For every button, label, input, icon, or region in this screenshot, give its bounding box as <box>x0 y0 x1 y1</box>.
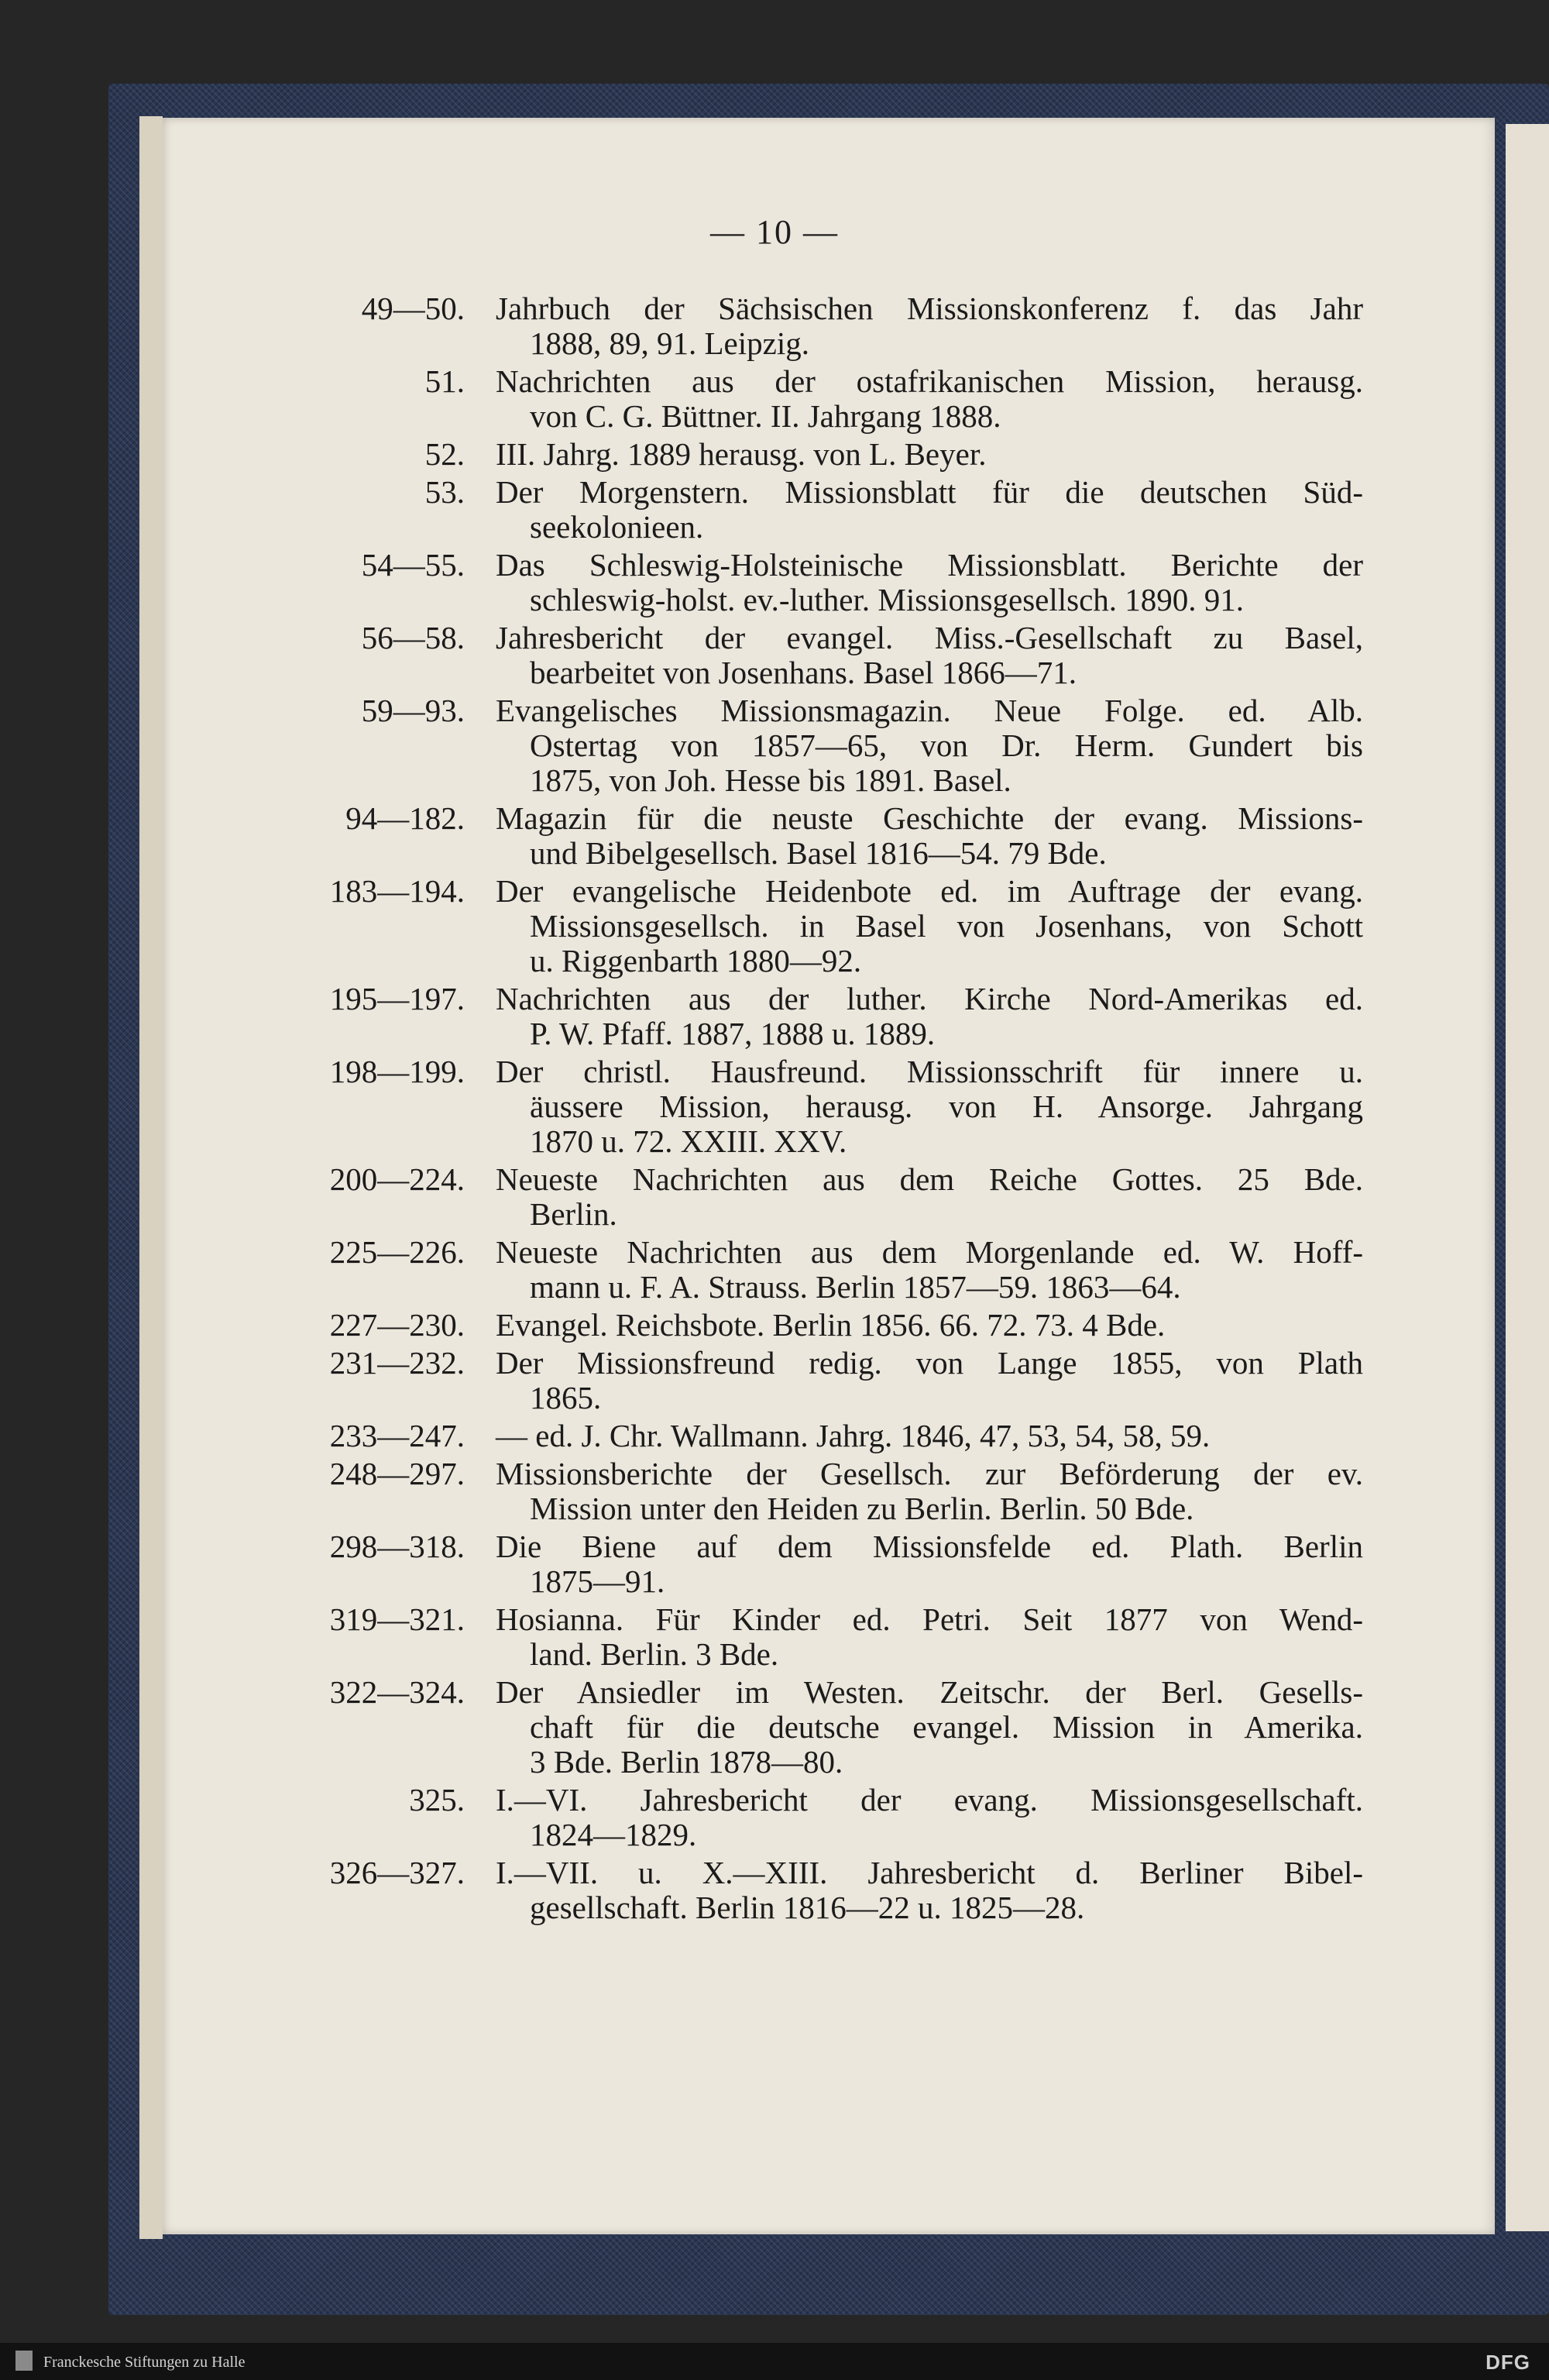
entry-line: 1865. <box>530 1380 602 1415</box>
catalog-entry <box>325 693 1363 798</box>
entry-text <box>496 291 1363 361</box>
dfg-logo: DFG <box>1485 2351 1530 2374</box>
entry-line: Hosianna. Für Kinder ed. Petri. Seit 1877 von Wend- <box>496 1601 1363 1637</box>
catalog-entry <box>325 1602 1363 1672</box>
entry-line: — ed. J. Chr. Wallmann. Jahrg. 1846, 47, 53, 54, 58, 59. <box>496 1418 1211 1453</box>
entry-text <box>496 1162 1363 1232</box>
entry-line: Evangel. Reichsbote. Berlin 1856. 66. 72. 73. 4 Bde. <box>496 1307 1166 1343</box>
entry-line: Missionsberichte der Gesellsch. zur Beförderung der ev. <box>496 1456 1363 1491</box>
entry-line: äussere Mission, herausg. von H. Ansorge. Jahrgang <box>530 1089 1363 1124</box>
entry-number: 322—324. <box>329 1674 465 1710</box>
entry-text <box>496 1054 1363 1159</box>
entry-text <box>496 1308 1363 1343</box>
entry-line: Jahresbericht der evangel. Miss.-Gesellschaft zu Basel, <box>496 620 1363 655</box>
catalog-entry <box>325 1308 1363 1343</box>
entry-text <box>496 693 1363 798</box>
entry-line: Das Schleswig-Holsteinische Missionsblatt. Berichte der <box>496 547 1363 583</box>
entry-line: bearbeitet von Josenhans. Basel 1866—71. <box>530 655 1077 690</box>
entry-number: 56—58. <box>361 620 465 655</box>
catalog-entry <box>325 437 1363 472</box>
catalog-entry <box>325 874 1363 978</box>
entry-line: von C. G. Büttner. II. Jahrgang 1888. <box>530 398 1001 434</box>
entry-number: 200—224. <box>329 1161 465 1197</box>
catalog-entry <box>325 364 1363 434</box>
entry-number: 183—194. <box>329 873 465 909</box>
entry-number: 231—232. <box>329 1345 465 1381</box>
entry-number: 233—247. <box>329 1418 465 1453</box>
entry-line: Evangelisches Missionsmagazin. Neue Folge. ed. Alb. <box>496 693 1363 728</box>
entry-line: und Bibelgesellsch. Basel 1816—54. 79 Bde. <box>530 835 1107 871</box>
entry-line: 1870 u. 72. XXIII. XXV. <box>530 1123 847 1159</box>
entry-line: Der Morgenstern. Missionsblatt für die deutschen Süd- <box>496 474 1363 510</box>
entry-line: Magazin für die neuste Geschichte der evang. Missions- <box>496 800 1363 836</box>
institution-logo-icon <box>15 2351 33 2371</box>
entry-line: Neueste Nachrichten aus dem Morgenlande ed. W. Hoff- <box>496 1234 1363 1270</box>
catalog-entry <box>325 291 1363 361</box>
entry-text <box>496 437 1363 472</box>
entry-number: 225—226. <box>329 1234 465 1270</box>
entry-line: I.—VII. u. X.—XIII. Jahresbericht d. Berliner Bibel- <box>496 1855 1363 1890</box>
catalog-entry <box>325 1856 1363 1925</box>
entry-text <box>496 1783 1363 1852</box>
catalog-entry <box>325 801 1363 871</box>
entry-text <box>496 1457 1363 1526</box>
catalog-entry <box>325 1529 1363 1599</box>
entry-text <box>496 801 1363 871</box>
entry-text <box>496 982 1363 1051</box>
entry-number: 195—197. <box>329 981 465 1016</box>
entry-line: III. Jahrg. 1889 herausg. von L. Beyer. <box>496 436 987 472</box>
entry-number: 51. <box>424 363 465 399</box>
entry-line: chaft für die deutsche evangel. Mission in Amerika. <box>530 1709 1363 1745</box>
entry-line: Berlin. <box>530 1196 617 1232</box>
catalog-entry <box>325 1419 1363 1453</box>
footer-institution-label: Franckesche Stiftungen zu Halle <box>43 2354 246 2371</box>
entry-number: 298—318. <box>329 1529 465 1564</box>
entry-line: Missionsgesellsch. in Basel von Josenhans, von Schott <box>530 908 1363 944</box>
catalog-entry <box>325 1457 1363 1526</box>
catalog-entry <box>325 475 1363 545</box>
entry-line: Nachrichten aus der luther. Kirche Nord-Amerikas ed. <box>496 981 1363 1016</box>
entry-line: 1875—91. <box>530 1563 665 1599</box>
entry-number: 227—230. <box>329 1307 465 1343</box>
entry-number: 52. <box>424 436 465 472</box>
entry-text <box>496 1419 1363 1453</box>
catalog-entry <box>325 1235 1363 1305</box>
entry-text <box>496 475 1363 545</box>
entry-line: gesellschaft. Berlin 1816—22 u. 1825—28. <box>530 1890 1085 1925</box>
endpaper-edge <box>139 116 163 2239</box>
facing-page-edge <box>1506 124 1549 2231</box>
entry-line: 1875, von Joh. Hesse bis 1891. Basel. <box>530 762 1011 798</box>
entry-text <box>496 1235 1363 1305</box>
entry-line: 1824—1829. <box>530 1817 697 1852</box>
catalog-entry <box>325 982 1363 1051</box>
entry-line: land. Berlin. 3 Bde. <box>530 1636 779 1672</box>
entry-line: I.—VI. Jahresbericht der evang. Missionsgesellschaft. <box>496 1782 1363 1818</box>
entry-number: 319—321. <box>329 1601 465 1637</box>
entry-line: Der evangelische Heidenbote ed. im Auftrage der evang. <box>496 873 1363 909</box>
catalog-entry <box>325 1054 1363 1159</box>
entry-line: Der Ansiedler im Westen. Zeitschr. der Berl. Gesells- <box>496 1674 1363 1710</box>
entry-line: schleswig-holst. ev.-luther. Missionsgesellsch. 1890. 91. <box>530 582 1245 617</box>
entry-line: Die Biene auf dem Missionsfelde ed. Plath. Berlin <box>496 1529 1363 1564</box>
entry-line: Neueste Nachrichten aus dem Reiche Gottes. 25 Bde. <box>496 1161 1363 1197</box>
entry-text <box>496 1602 1363 1672</box>
entry-text <box>496 874 1363 978</box>
catalog-entry <box>325 1162 1363 1232</box>
footer-bar <box>0 2343 1549 2380</box>
entry-line: P. W. Pfaff. 1887, 1888 u. 1889. <box>530 1016 936 1051</box>
entry-line: mann u. F. A. Strauss. Berlin 1857—59. 1863—64. <box>530 1269 1181 1305</box>
entry-text <box>496 1856 1363 1925</box>
catalog-entries <box>325 291 1363 1928</box>
entry-line: 1888, 89, 91. Leipzig. <box>530 325 809 361</box>
entry-text <box>496 1529 1363 1599</box>
entry-number: 94—182. <box>345 800 465 836</box>
entry-number: 53. <box>424 474 465 510</box>
entry-line: Nachrichten aus der ostafrikanischen Mission, herausg. <box>496 363 1363 399</box>
entry-line: Der christl. Hausfreund. Missionsschrift für innere u. <box>496 1054 1363 1089</box>
entry-number: 198—199. <box>329 1054 465 1089</box>
entry-line: Ostertag von 1857—65, von Dr. Herm. Gundert bis <box>530 727 1363 763</box>
entry-text <box>496 621 1363 690</box>
catalog-entry <box>325 548 1363 617</box>
entry-line: seekolonieen. <box>530 509 704 545</box>
entry-text <box>496 1346 1363 1415</box>
entry-line: Mission unter den Heiden zu Berlin. Berlin. 50 Bde. <box>530 1491 1194 1526</box>
catalog-entry <box>325 1346 1363 1415</box>
catalog-entry <box>325 1675 1363 1780</box>
entry-line: Jahrbuch der Sächsischen Missionskonferenz f. das Jahr <box>496 291 1363 326</box>
entry-number: 248—297. <box>329 1456 465 1491</box>
entry-number: 54—55. <box>361 547 465 583</box>
entry-line: u. Riggenbarth 1880—92. <box>530 943 862 978</box>
entry-text <box>496 548 1363 617</box>
entry-number: 59—93. <box>361 693 465 728</box>
entry-text <box>496 1675 1363 1780</box>
page-number-header: — 10 — <box>710 213 839 251</box>
entry-number: 325. <box>409 1782 465 1818</box>
entry-line: 3 Bde. Berlin 1878—80. <box>530 1744 843 1780</box>
entry-line: Der Missionsfreund redig. von Lange 1855, von Plath <box>496 1345 1363 1381</box>
entry-number: 326—327. <box>329 1855 465 1890</box>
entry-number: 49—50. <box>361 291 465 326</box>
catalog-entry <box>325 1783 1363 1852</box>
catalog-entry <box>325 621 1363 690</box>
entry-text <box>496 364 1363 434</box>
